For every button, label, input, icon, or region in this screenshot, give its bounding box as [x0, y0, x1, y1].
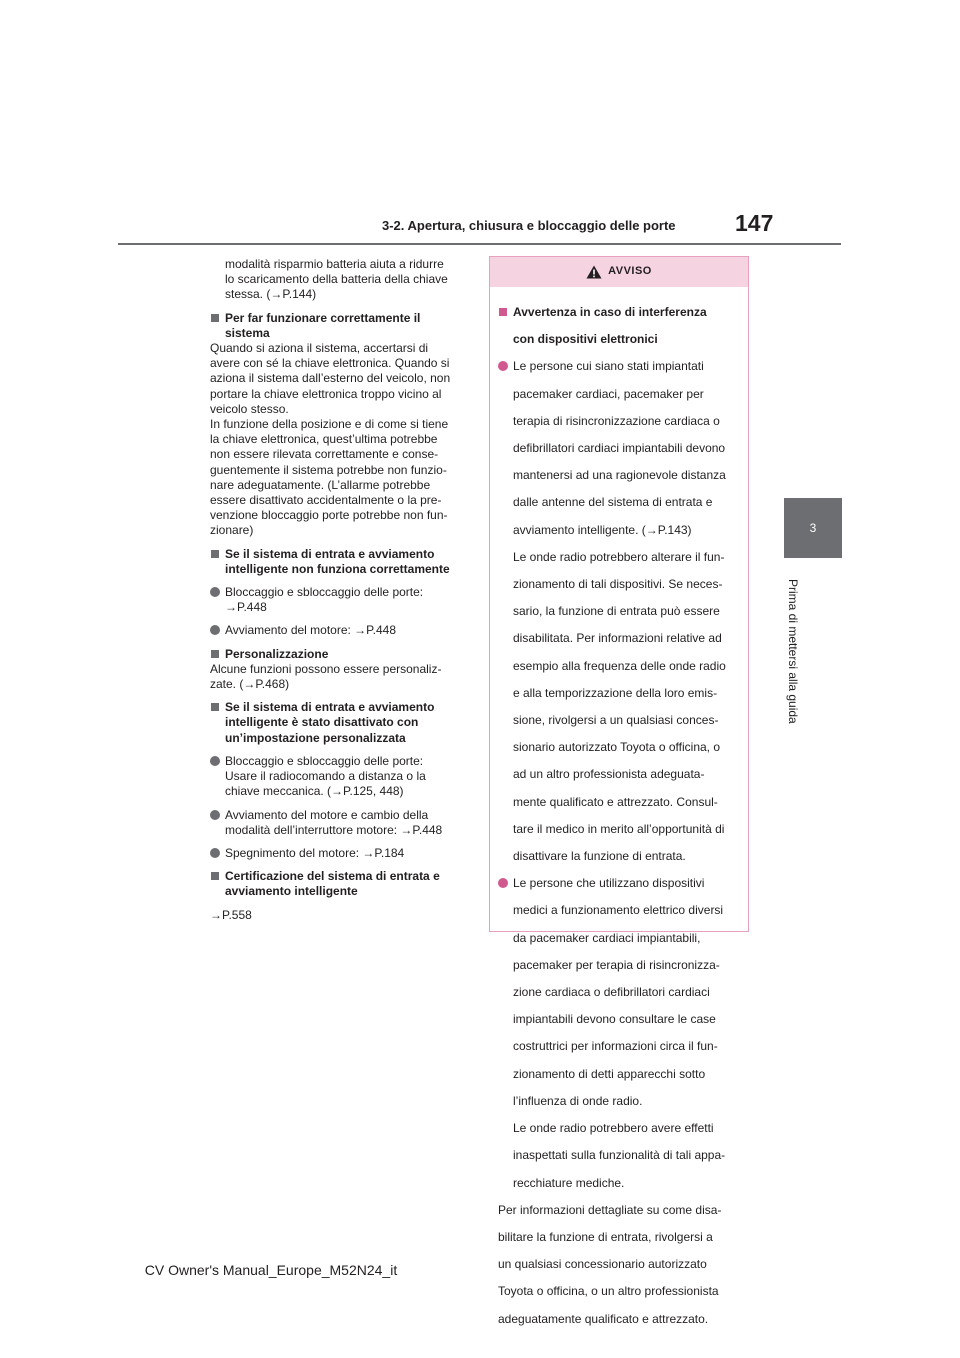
- text-line: venzione bloccaggio porte potrebbe non fun-: [210, 508, 448, 523]
- warning-box: [489, 256, 749, 1326]
- list-item: [498, 359, 740, 864]
- text-line: Personalizzazione: [225, 646, 329, 661]
- text-line: Le persone che utilizzano dispositivi: [513, 876, 705, 891]
- text-line: essere disattivato accidentalmente o la pre-: [210, 493, 442, 508]
- text-line: esempio alla frequenza delle onde radio: [513, 658, 726, 673]
- text-line: Quando si aziona il sistema, accertarsi di: [210, 341, 429, 356]
- text-line: veicolo stesso.: [210, 401, 289, 416]
- text-line: da pacemaker cardiaci impiantabili,: [513, 930, 701, 945]
- list-item: [210, 585, 468, 615]
- text-line: dalle antenne del sistema di entrata e: [513, 495, 713, 510]
- text-line: Avviamento del motore e cambio della: [225, 807, 429, 822]
- text-line: bilitare la funzione di entrata, rivolgersi a: [498, 1229, 713, 1244]
- text-line: chiave meccanica. (→P.125, 448): [225, 784, 404, 799]
- warning-title: AVVISO: [608, 265, 652, 278]
- section-title: 3-2. Apertura, chiusura e bloccaggio delle porte: [382, 218, 676, 233]
- text-line: tare il medico in merito all’opportunità di: [513, 821, 725, 836]
- text-line: zione cardiaca o defibrillatori cardiaci: [513, 985, 710, 1000]
- circle-bullet-icon: [210, 756, 220, 766]
- text-line: avviamento intelligente: [225, 884, 358, 899]
- text-line: l’influenza di onde radio.: [513, 1093, 643, 1108]
- text-line: Le onde radio potrebbero avere effetti: [513, 1121, 714, 1136]
- square-bullet-icon: [211, 550, 219, 558]
- text-line: avere con sé la chiave elettronica. Quando si: [210, 356, 450, 371]
- list-item: [210, 808, 468, 838]
- text-line: nare adeguatamente. (L’allarme potrebbe: [210, 477, 431, 492]
- text-line: mente qualificato e attrezzato. Consul-: [513, 794, 718, 809]
- square-bullet-icon: [211, 314, 219, 322]
- footer: [0, 1262, 960, 1278]
- section-body: [210, 662, 468, 692]
- section-body: [210, 341, 468, 539]
- section-heading: [210, 869, 468, 899]
- text-line: zate. (→P.468): [210, 677, 290, 692]
- section-body: [210, 908, 468, 923]
- text-line: Se il sistema di entrata e avviamento: [225, 546, 435, 561]
- list-item: [210, 846, 468, 861]
- text-line: disabilitata. Per informazioni relative ad: [513, 631, 722, 646]
- text-line: terapia di risincronizzazione cardiaca o: [513, 413, 720, 428]
- text-line: con dispositivi elettronici: [513, 332, 658, 347]
- warning-body: [490, 287, 748, 1327]
- text-line: zionamento di tali dispositivi. Se neces-: [513, 577, 723, 592]
- text-line: modalità risparmio batteria aiuta a ridurre: [225, 257, 444, 271]
- text-line: sistema: [225, 325, 270, 340]
- circle-bullet-icon: [498, 361, 508, 371]
- text-line: recchiature mediche.: [513, 1175, 625, 1190]
- text-line: sario, la funzione di entrata può essere: [513, 604, 720, 619]
- text-line: modalità dell’interruttore motore: →P.448: [225, 822, 443, 837]
- text-line: sionario autorizzato Toyota o officina, o: [513, 740, 721, 755]
- text-line: disattivare la funzione di entrata.: [513, 849, 686, 864]
- circle-bullet-icon: [498, 878, 508, 888]
- text-line: medici a funzionamento elettrico diversi: [513, 903, 724, 918]
- text-line: Le persone cui siano stati impiantati: [513, 359, 704, 374]
- text-line: intelligente è stato disattivato con: [225, 715, 419, 730]
- text-line: e alla temporizzazione della loro emis-: [513, 685, 718, 700]
- page-number: 147: [735, 210, 774, 236]
- text-line: sione, rivolgersi a un qualsiasi conces-: [513, 713, 719, 728]
- chapter-number: 3: [809, 521, 817, 535]
- square-bullet-icon: [211, 703, 219, 711]
- text-line: un’impostazione personalizzata: [225, 730, 406, 745]
- text-line: adeguatamente qualificato e attrezzato.: [498, 1311, 709, 1326]
- chapter-tab[interactable]: [784, 498, 842, 558]
- square-bullet-icon: [211, 650, 219, 658]
- section-heading: [210, 700, 468, 746]
- circle-bullet-icon: [210, 810, 220, 820]
- square-bullet-icon: [499, 308, 507, 316]
- text-line: impiantabili devono consultare le case: [513, 1012, 716, 1027]
- text-line: stessa. (→P.144): [225, 287, 317, 302]
- text-line: Per informazioni dettagliate su come disa-: [498, 1202, 722, 1217]
- text-line: In funzione della posizione e di come si tiene: [210, 417, 449, 432]
- text-line: guentemente il sistema potrebbe non funzio-: [210, 462, 447, 477]
- manual-id: CV Owner's Manual_Europe_M52N24_it: [144, 1262, 398, 1278]
- text-line: defibrillatori cardiaci impiantabili devono: [513, 441, 726, 456]
- text-line: Avviamento del motore: →P.448: [225, 623, 396, 638]
- header-rule: [118, 243, 841, 245]
- text-line: costruttrici per informazioni circa il fun-: [513, 1039, 718, 1054]
- page-reference-link[interactable]: →P.558: [210, 907, 252, 922]
- section-heading: [210, 647, 468, 662]
- text-line: Le onde radio potrebbero alterare il fun-: [513, 549, 725, 564]
- text-line: Bloccaggio e sbloccaggio delle porte:: [225, 585, 424, 600]
- text-line: mantenersi ad una ragionevole distanza: [513, 468, 726, 483]
- text-line: Certificazione del sistema di entrata e: [225, 869, 440, 884]
- text-line: avviamento intelligente. (→P.143): [513, 522, 692, 537]
- text-line: lo scaricamento della batteria della chiave: [225, 272, 448, 287]
- text-line: non essere rilevata correttamente e conse-: [210, 447, 439, 462]
- text-line: aziona il sistema dall’esterno del veicolo, non: [210, 371, 451, 386]
- text-line: Bloccaggio e sbloccaggio delle porte:: [225, 753, 424, 768]
- list-item: [210, 623, 468, 638]
- text-line: intelligente non funziona correttamente: [225, 561, 450, 576]
- warning-heading: [498, 305, 740, 347]
- intro-paragraph: [210, 257, 468, 303]
- text-line: Spegnimento del motore: →P.184: [225, 845, 405, 860]
- warning-triangle-icon: [586, 265, 602, 279]
- text-line: Avvertenza in caso di interferenza: [513, 305, 707, 319]
- list-item: [498, 876, 740, 1190]
- page-reference-link[interactable]: →P.448: [225, 600, 267, 615]
- text-line: portare la chiave elettronica troppo vicino al: [210, 386, 442, 401]
- circle-bullet-icon: [210, 587, 220, 597]
- list-item: [210, 754, 468, 800]
- section-heading: [210, 547, 468, 577]
- left-column: [210, 257, 468, 931]
- text-line: Se il sistema di entrata e avviamento: [225, 700, 435, 715]
- text-line: pacemaker cardiaci, pacemaker per: [513, 386, 704, 401]
- text-line: un qualsiasi concessionario autorizzato: [498, 1257, 707, 1272]
- text-line: Toyota o officina, o un altro professionista: [498, 1284, 719, 1299]
- text-line: pacemaker per terapia di risincronizza-: [513, 957, 720, 972]
- text-line: inaspettati sulla funzionalità di tali appa-: [513, 1148, 726, 1163]
- section-heading: [210, 311, 468, 341]
- chapter-title: Prima di mettersi alla guida: [786, 578, 800, 724]
- circle-bullet-icon: [210, 848, 220, 858]
- square-bullet-icon: [211, 872, 219, 880]
- text-line: zionare): [210, 523, 254, 538]
- warning-header: [490, 257, 748, 287]
- text-line: Per far funzionare correttamente il: [225, 310, 421, 325]
- text-line: la chiave elettronica, quest’ultima potrebbe: [210, 432, 438, 447]
- text-line: zionamento di detti apparecchi sotto: [513, 1066, 706, 1081]
- text-line: ad un altro professionista adeguata-: [513, 767, 705, 782]
- text-line: Alcune funzioni possono essere personaliz-: [210, 661, 442, 676]
- text-line: Usare il radiocomando a distanza o la: [225, 769, 426, 784]
- circle-bullet-icon: [210, 625, 220, 635]
